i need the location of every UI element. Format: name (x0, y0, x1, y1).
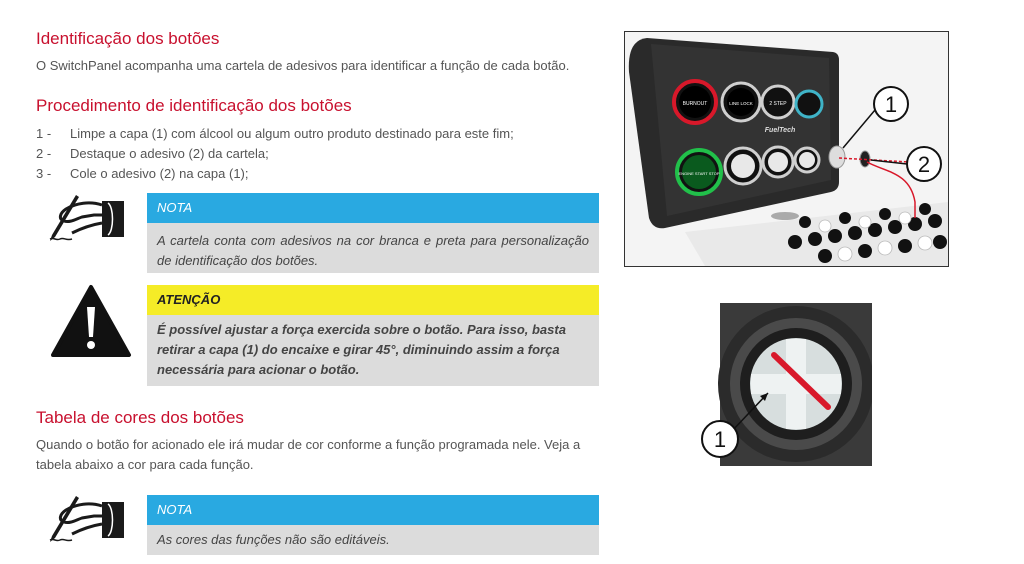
button-label: BURNOUT (682, 101, 708, 107)
section-title-procedure: Procedimento de identificação dos botões (36, 96, 352, 115)
button-cap-illustration (694, 303, 872, 466)
section-title-identification: Identificação dos botões (36, 29, 220, 48)
callout-label: 1 (713, 427, 727, 452)
step-text: Limpe a capa (1) com álcool ou algum outro produto destinado para este fim; (70, 126, 514, 141)
callout-label: 2 (917, 152, 931, 177)
warning-header: ATENÇÃO (147, 285, 599, 315)
step-number: 2 - (36, 146, 52, 161)
step-text: Cole o adesivo (2) na capa (1); (70, 166, 249, 181)
section-title-colors: Tabela de cores dos botões (36, 408, 244, 427)
note-body: A cartela conta com adesivos na cor branca e preta para personalização de identificação dos botões. (147, 223, 599, 273)
step-text: Destaque o adesivo (2) da cartela; (70, 146, 269, 161)
note-header: NOTA (147, 495, 599, 525)
note-body: As cores das funções não são editáveis. (147, 525, 599, 555)
colors-text: Quando o botão for acionado ele irá mudar de cor conforme a função programada nele. Veja a tabela abaixo a cor para cada função. (36, 437, 581, 472)
handwriting-icon (46, 492, 134, 548)
warning-body: É possível ajustar a força exercida sobre o botão. Para isso, basta retirar a capa (1) do encaixe e girar 45°, diminuindo assim a força necessária para acionar o botão. (147, 315, 599, 386)
list-item (36, 144, 514, 164)
button-label: LINE LOCK (729, 101, 753, 106)
switchpanel-illustration (625, 32, 948, 266)
step-number: 1 - (36, 126, 52, 141)
procedure-steps (36, 124, 514, 184)
step-number: 3 - (36, 166, 52, 181)
callout-label: 1 (884, 92, 898, 117)
handwriting-icon (46, 191, 134, 247)
identification-text: O SwitchPanel acompanha uma cartela de adesivos para identificar a função de cada botão. (36, 58, 570, 73)
switchpanel-photo (624, 31, 949, 267)
warning-icon (50, 283, 132, 359)
button-cap-photo (694, 303, 872, 466)
button-label: ENGINE START STOP (678, 171, 720, 176)
list-item (36, 124, 514, 144)
list-item (36, 164, 514, 184)
note-header: NOTA (147, 193, 599, 223)
brand-logo: FuelTech (764, 127, 796, 134)
button-label: 2 STEP (769, 101, 787, 107)
